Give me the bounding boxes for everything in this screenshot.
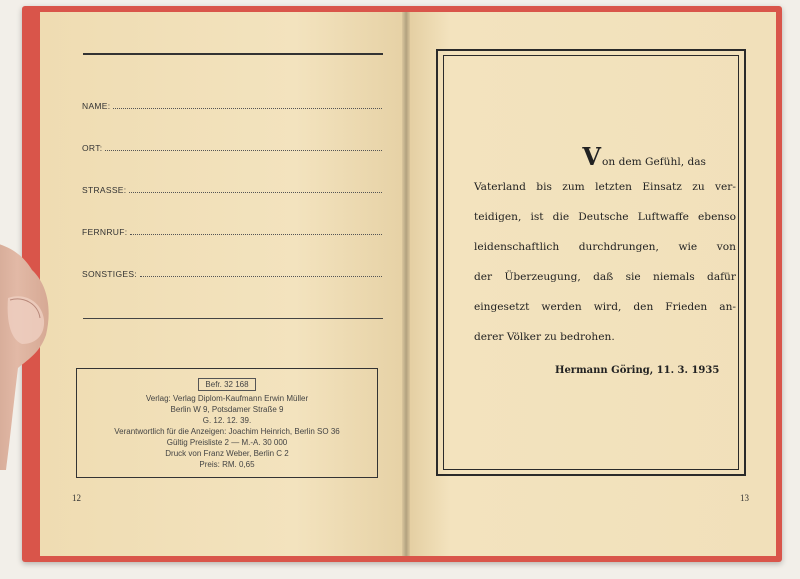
quote-word: sie (625, 271, 641, 283)
imprint-line: G. 12. 12. 39. (202, 416, 252, 425)
quote-word: Frieden (665, 301, 708, 313)
quote-line (474, 296, 736, 326)
page-number-left: 12 (72, 493, 81, 503)
field-ort (82, 139, 382, 153)
quote-word: Deutsche (578, 211, 629, 223)
quote-word: die (552, 211, 570, 223)
quote-word: zum (562, 181, 585, 193)
quote-word: Überzeugung, (504, 271, 581, 283)
quote-word: teidigen, (474, 211, 522, 223)
field-line (129, 192, 382, 193)
field-name (82, 97, 382, 111)
quote-word: der (474, 271, 493, 283)
page-number-right: 13 (740, 493, 749, 503)
quote-line (474, 176, 736, 206)
holding-thumb (0, 240, 78, 470)
field-line (113, 108, 382, 109)
imprint-line: Verlag: Verlag Diplom-Kaufmann Erwin Müller (145, 394, 309, 403)
imprint-line: Berlin W 9, Potsdamer Straße 9 (170, 405, 284, 414)
field-line (105, 150, 382, 151)
imprint-line: Preis: RM. 0,65 (199, 460, 255, 469)
field-fernruf (82, 223, 382, 237)
quote-word: ebenso (698, 211, 736, 223)
quote-word: ver- (715, 181, 736, 193)
quote-word: dafür (707, 271, 736, 283)
quote-word: wird, (593, 301, 622, 313)
quote-word: von (716, 241, 736, 253)
quote-line (474, 266, 736, 296)
field-label: FERNRUF: (82, 227, 128, 237)
quote-word: den (633, 301, 654, 313)
quote-word: an- (719, 301, 736, 313)
quote-line: derer Völker zu bedrohen. (474, 331, 615, 343)
quote-signature: Hermann Göring, 11. 3. 1935 (555, 365, 720, 376)
bottom-rule (83, 318, 383, 319)
field-sonstiges (82, 265, 382, 279)
quote-word: eingesetzt (474, 301, 530, 313)
quote-word: letzten (595, 181, 632, 193)
quote-word: Vaterland (474, 181, 526, 193)
quote-word: ist (530, 211, 544, 223)
book-spine (402, 12, 410, 556)
field-label: STRASSE: (82, 185, 127, 195)
field-label: ORT: (82, 143, 103, 153)
quote-word: zu (692, 181, 705, 193)
field-label: SONSTIGES: (82, 269, 137, 279)
quote-word: Luftwaffe (637, 211, 689, 223)
top-rule (83, 53, 383, 55)
befr-number: Befr. 32 168 (198, 378, 255, 391)
field-strasse (82, 181, 382, 195)
quote-initial: V (582, 142, 601, 171)
quote-word: niemals (653, 271, 695, 283)
quote-line (474, 206, 736, 236)
field-label: NAME: (82, 101, 111, 111)
imprint-line: Gültig Preisliste 2 — M.-A. 30 000 (166, 438, 288, 447)
quote-word: werden (541, 301, 582, 313)
quote-word: daß (593, 271, 614, 283)
quote-word: bis (536, 181, 552, 193)
quote-line: Von dem Gefühl, das (582, 142, 706, 171)
field-line (140, 276, 382, 277)
imprint-box (76, 368, 378, 478)
quote-word: Einsatz (642, 181, 682, 193)
quote-line (474, 236, 736, 266)
field-line (130, 234, 382, 235)
quote-word: leidenschaftlich (474, 241, 560, 253)
quote-text (474, 142, 736, 356)
imprint-line: Druck von Franz Weber, Berlin C 2 (165, 449, 289, 458)
imprint-line: Verantwortlich für die Anzeigen: Joachim Heinrich, Berlin SO 36 (114, 427, 340, 436)
quote-word: wie (678, 241, 698, 253)
quote-word: durchdrungen, (578, 241, 659, 253)
